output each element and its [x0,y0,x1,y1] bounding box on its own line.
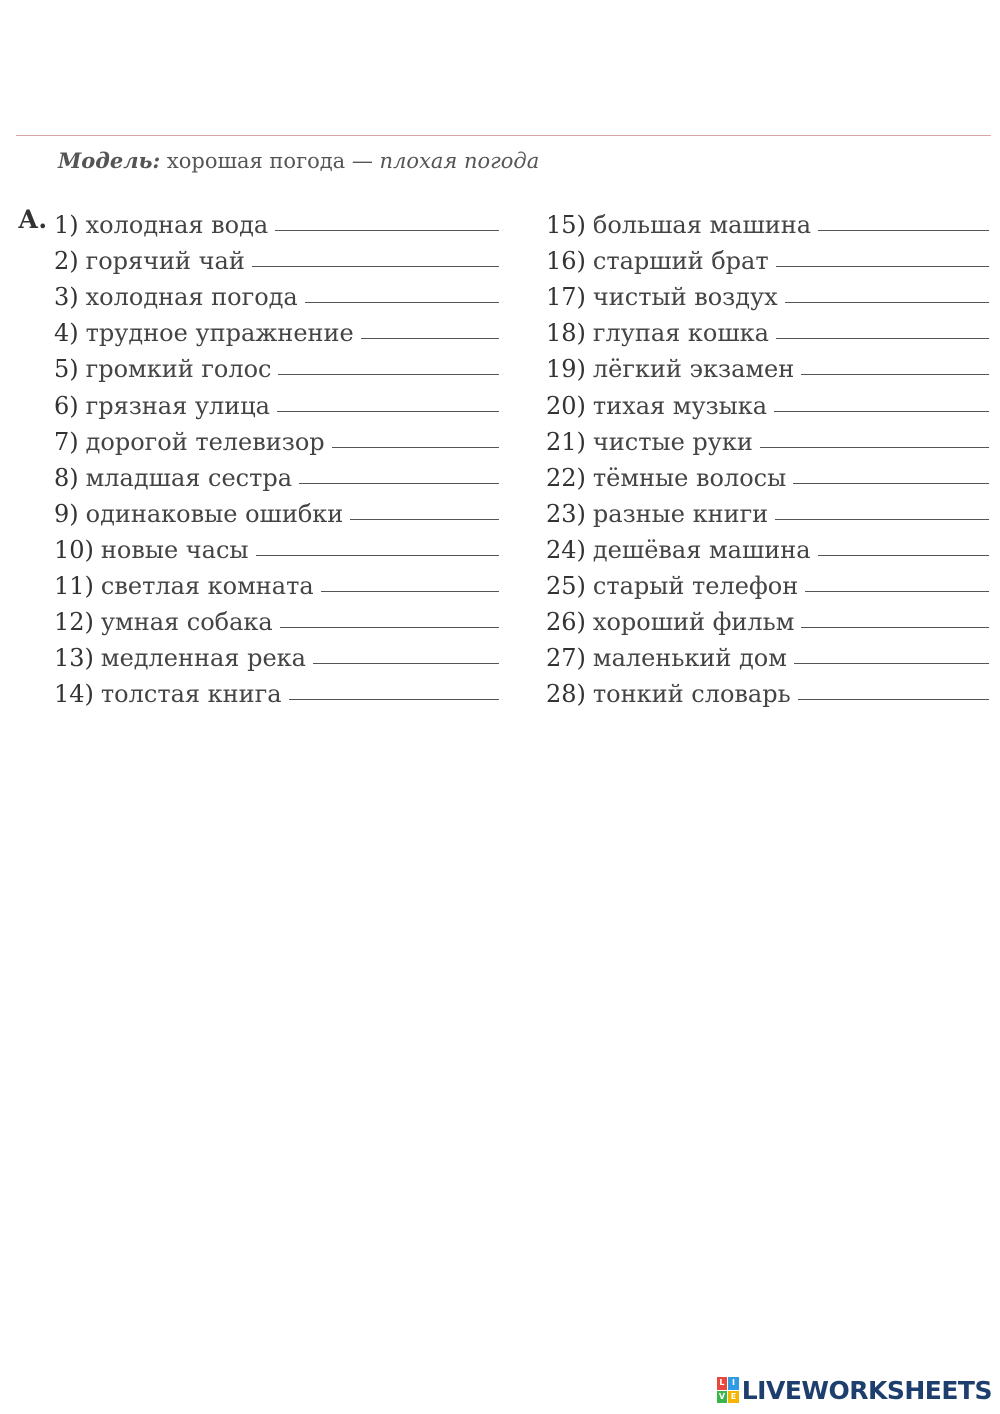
item-phrase: чистый воздух [592,283,778,312]
item-phrase: грязная улица [85,391,270,420]
item-number: 13) [54,644,94,673]
item-number: 22) [546,463,586,492]
item-phrase: тонкий словарь [592,680,791,709]
item-phrase: дорогой телевизор [85,427,325,456]
exercise-item [54,672,499,708]
exercise-item [546,636,989,672]
item-number: 26) [546,608,586,637]
item-number: 28) [546,680,586,709]
item-number: 3) [54,283,79,312]
item-number: 19) [546,355,586,384]
item-phrase: тихая музыка [592,391,768,420]
item-number: 4) [54,319,79,348]
model-answer: плохая погода [379,149,540,173]
exercise-item [546,492,989,528]
item-phrase: новые часы [100,535,249,564]
item-number: 17) [546,283,586,312]
answer-blank[interactable] [801,627,989,628]
exercise-item [54,492,499,528]
exercise-item [54,600,499,636]
exercise-item [54,239,499,275]
answer-blank[interactable] [280,627,499,628]
exercise-item [54,275,499,311]
exercise-item [546,239,989,275]
answer-blank[interactable] [776,266,989,267]
item-number: 27) [546,644,586,673]
exercise-item [546,203,989,239]
exercise-item [54,347,499,383]
item-phrase: большая машина [592,211,812,240]
answer-blank[interactable] [350,519,499,520]
exercise-item [54,456,499,492]
answer-blank[interactable] [776,338,989,339]
item-phrase: старый телефон [592,572,799,601]
header-divider-line [16,135,991,136]
item-number: 23) [546,499,586,528]
exercise-item [54,564,499,600]
exercise-item [546,311,989,347]
answer-blank[interactable] [278,374,499,375]
answer-blank[interactable] [332,447,499,448]
item-phrase: тёмные волосы [592,463,787,492]
item-number: 8) [54,463,79,492]
item-phrase: холодная погода [85,283,298,312]
answer-blank[interactable] [256,555,499,556]
liveworksheets-logo-icon: L I V E [717,1377,739,1403]
item-phrase: горячий чай [85,247,245,276]
item-number: 16) [546,247,586,276]
exercise-item [546,528,989,564]
answer-blank[interactable] [793,483,989,484]
answer-blank[interactable] [252,266,499,267]
item-number: 5) [54,355,79,384]
answer-blank[interactable] [760,447,989,448]
section-letter: А. [18,205,48,234]
exercise-item [546,347,989,383]
item-number: 24) [546,535,586,564]
answer-blank[interactable] [277,411,499,412]
item-phrase: толстая книга [100,680,282,709]
exercise-item [54,420,499,456]
model-example [58,148,539,173]
exercise-item [546,420,989,456]
answer-blank[interactable] [794,663,989,664]
exercise-item [546,600,989,636]
model-label: Модель: [58,148,161,173]
answer-blank[interactable] [361,338,499,339]
answer-blank[interactable] [785,302,989,303]
item-phrase: громкий голос [85,355,272,384]
item-phrase: трудное упражнение [85,319,354,348]
item-phrase: разные книги [592,499,769,528]
item-number: 18) [546,319,586,348]
exercise-item [546,564,989,600]
answer-blank[interactable] [305,302,499,303]
item-phrase: старший брат [592,247,769,276]
answer-blank[interactable] [275,230,499,231]
liveworksheets-brand [717,1374,992,1406]
item-number: 7) [54,427,79,456]
exercise-column-right [546,203,989,708]
item-number: 6) [54,391,79,420]
answer-blank[interactable] [818,230,989,231]
item-number: 1) [54,211,79,240]
item-number: 9) [54,499,79,528]
answer-blank[interactable] [798,699,989,700]
exercise-item [54,528,499,564]
answer-blank[interactable] [289,699,499,700]
answer-blank[interactable] [313,663,499,664]
item-phrase: маленький дом [592,644,787,673]
item-phrase: холодная вода [85,211,269,240]
item-phrase: чистые руки [592,427,753,456]
exercise-item [546,456,989,492]
exercise-item [54,383,499,419]
item-number: 21) [546,427,586,456]
item-phrase: дешёвая машина [592,535,811,564]
answer-blank[interactable] [775,519,989,520]
item-number: 25) [546,572,586,601]
item-phrase: одинаковые ошибки [85,499,344,528]
item-number: 12) [54,608,94,637]
item-number: 10) [54,535,94,564]
item-phrase: хороший фильм [592,608,795,637]
item-phrase: глупая кошка [592,319,769,348]
exercise-item [546,672,989,708]
exercise-column-left [54,203,499,708]
exercise-item [54,636,499,672]
item-number: 11) [54,572,94,601]
exercise-item [546,275,989,311]
item-phrase: медленная река [100,644,306,673]
item-phrase: младшая сестра [85,463,293,492]
answer-blank[interactable] [321,591,499,592]
item-phrase: умная собака [100,608,273,637]
item-phrase: светлая комната [100,572,314,601]
answer-blank[interactable] [299,483,499,484]
brand-text: LIVEWORKSHEETS [741,1375,992,1405]
answer-blank[interactable] [805,591,989,592]
item-number: 15) [546,211,586,240]
answer-blank[interactable] [801,374,989,375]
answer-blank[interactable] [818,555,989,556]
item-number: 2) [54,247,79,276]
item-number: 20) [546,391,586,420]
exercise-item [54,311,499,347]
item-phrase: лёгкий экзамен [592,355,795,384]
item-number: 14) [54,680,94,709]
exercise-item [546,383,989,419]
model-example-text: хорошая погода — [166,149,373,173]
answer-blank[interactable] [774,411,989,412]
exercise-item [54,203,499,239]
